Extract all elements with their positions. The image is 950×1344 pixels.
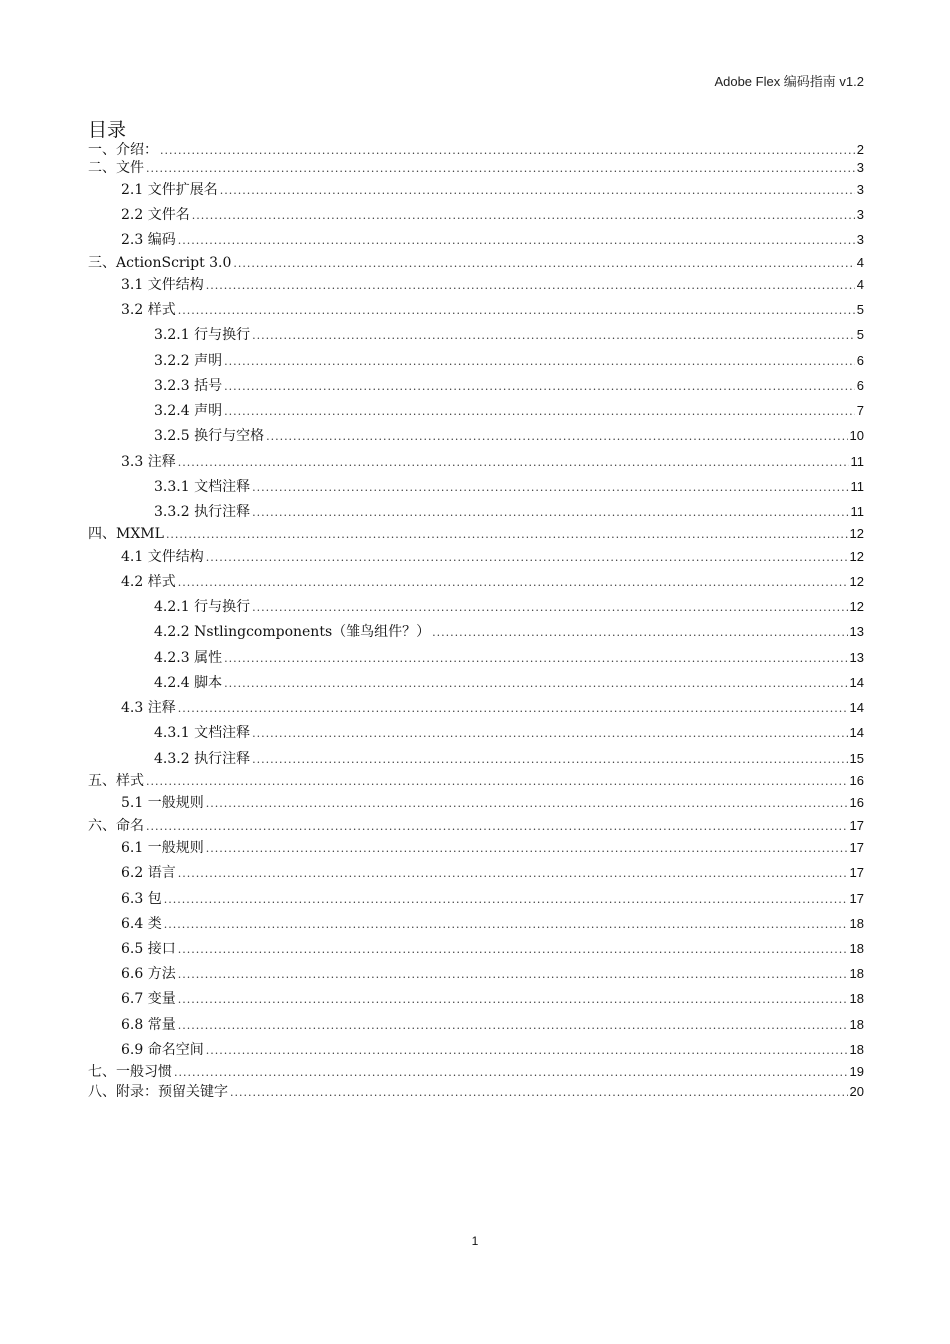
toc-entry-page: 19 (849, 1064, 864, 1079)
toc-leader-dots (178, 455, 849, 471)
toc-leader-dots (252, 328, 855, 344)
toc-entry-page: 15 (849, 751, 864, 766)
toc-entry[interactable] (88, 428, 864, 445)
toc-entry-label: 4.3.1 文档注释 (154, 725, 251, 741)
toc-entry[interactable] (88, 865, 864, 882)
toc-entry-label: 3.2.5 换行与空格 (154, 428, 265, 444)
toc-leader-dots (224, 651, 847, 667)
toc-leader-dots (230, 1085, 848, 1101)
toc-entry-label: 5.1 一般规则 (121, 795, 204, 811)
toc-entry-page: 3 (856, 182, 864, 197)
toc-leader-dots (206, 841, 848, 857)
toc-entry-label: 6.5 接口 (121, 941, 176, 957)
toc-entry-page: 10 (849, 428, 864, 443)
toc-entry[interactable] (88, 403, 864, 420)
toc-entry[interactable] (88, 504, 864, 521)
toc-leader-dots (178, 992, 848, 1008)
toc-entry-page: 3 (856, 232, 864, 247)
toc-entry[interactable] (88, 454, 864, 471)
toc-entry-label: 2.1 文件扩展名 (121, 182, 218, 198)
toc-leader-dots (164, 892, 848, 908)
toc-entry-page: 4 (856, 277, 864, 292)
toc-leader-dots (224, 676, 847, 692)
toc-entry-label: 3.2.3 括号 (154, 378, 223, 394)
toc-entry[interactable] (88, 232, 864, 249)
toc-entry[interactable] (88, 479, 864, 496)
toc-entry-page: 17 (849, 891, 864, 906)
toc-entry-page: 6 (856, 353, 864, 368)
toc-entry-page: 5 (856, 327, 864, 342)
toc-entry-page: 16 (849, 773, 864, 788)
toc-entry[interactable] (88, 142, 864, 159)
toc-leader-dots (178, 967, 848, 983)
toc-entry-label: 3.3 注释 (121, 454, 176, 470)
toc-leader-dots (166, 527, 848, 543)
toc-leader-dots (160, 143, 855, 159)
toc-entry-label: 6.1 一般规则 (121, 840, 204, 856)
toc-entry-page: 11 (850, 504, 864, 519)
toc-entry-label: 4.1 文件结构 (121, 549, 204, 565)
toc-leader-dots (178, 701, 848, 717)
toc-entry-page: 18 (849, 916, 864, 931)
toc-entry-label: 二、文件 (88, 160, 144, 176)
toc-entry-page: 3 (856, 160, 864, 175)
toc-leader-dots (224, 404, 855, 420)
toc-entry-label: 八、附录：预留关键字 (88, 1084, 228, 1100)
toc-entry-page: 14 (849, 675, 864, 690)
toc-entry-label: 六、命名 (88, 818, 144, 834)
toc-entry-label: 4.2.1 行与换行 (154, 599, 251, 615)
toc-entry-label: 6.9 命名空间 (121, 1042, 204, 1058)
toc-leader-dots (206, 550, 848, 566)
toc-leader-dots (164, 917, 848, 933)
toc-leader-dots (178, 303, 855, 319)
toc-entry-page: 12 (849, 526, 864, 541)
toc-leader-dots (206, 278, 855, 294)
toc-entry-label: 6.7 变量 (121, 991, 176, 1007)
toc-entry[interactable] (88, 599, 864, 616)
toc-entry-label: 三、ActionScript 3.0 (88, 255, 232, 271)
toc-entry-label: 4.2.3 属性 (154, 650, 223, 666)
toc-entry[interactable] (88, 773, 864, 790)
toc-entry[interactable] (88, 941, 864, 958)
toc-entry[interactable] (88, 751, 864, 768)
toc-leader-dots (146, 819, 848, 835)
toc-entry-page: 4 (856, 255, 864, 270)
toc-entry-page: 18 (849, 941, 864, 956)
page-number: 1 (471, 1234, 479, 1248)
toc-entry[interactable] (88, 650, 864, 667)
toc-leader-dots (224, 354, 855, 370)
toc-entry[interactable] (88, 353, 864, 370)
page-header: Adobe Flex 编码指南 v1.2 (714, 74, 864, 89)
toc-entry-page: 17 (849, 818, 864, 833)
toc-entry[interactable] (88, 302, 864, 319)
toc-entry-label: 6.8 常量 (121, 1017, 176, 1033)
toc-entry[interactable] (88, 160, 864, 177)
toc-entry-label: 一、介绍： (88, 142, 158, 158)
toc-entry-label: 3.2.2 声明 (154, 353, 223, 369)
toc-entry-label: 6.2 语言 (121, 865, 176, 881)
toc-entry-page: 13 (849, 650, 864, 665)
toc-entry[interactable] (88, 378, 864, 395)
toc-entry-page: 2 (856, 142, 864, 157)
toc-entry[interactable] (88, 526, 864, 543)
toc-entry-label: 6.4 类 (121, 916, 162, 932)
toc-entry-page: 17 (849, 865, 864, 880)
toc-entry[interactable] (88, 624, 864, 641)
toc-entry-label: 3.2.4 声明 (154, 403, 223, 419)
toc-entry-label: 4.3.2 执行注释 (154, 751, 251, 767)
toc-leader-dots (252, 505, 848, 521)
toc-entry-label: 6.3 包 (121, 891, 162, 907)
toc-entry-page: 18 (849, 991, 864, 1006)
toc-leader-dots (192, 208, 855, 224)
toc-entry-page: 12 (849, 574, 864, 589)
toc-entry-page: 3 (856, 207, 864, 222)
toc-entry-label: 四、MXML (88, 526, 164, 542)
toc-entry[interactable] (88, 818, 864, 835)
toc-leader-dots (146, 161, 855, 177)
toc-entry-label: 3.2 样式 (121, 302, 176, 318)
toc-entry[interactable] (88, 327, 864, 344)
toc-entry-page: 5 (856, 302, 864, 317)
toc-entry[interactable] (88, 991, 864, 1008)
toc-entry-page: 12 (849, 549, 864, 564)
toc-entry-label: 3.3.2 执行注释 (154, 504, 251, 520)
toc-entry-label: 3.2.1 行与换行 (154, 327, 251, 343)
toc-leader-dots (178, 942, 848, 958)
toc-leader-dots (178, 866, 848, 882)
toc-entry-label: 6.6 方法 (121, 966, 176, 982)
toc-leader-dots (252, 752, 847, 768)
toc-entry[interactable] (88, 574, 864, 591)
toc-entry-page: 11 (850, 479, 864, 494)
toc-entry[interactable] (88, 891, 864, 908)
toc-entry-page: 16 (849, 795, 864, 810)
toc-entry[interactable] (88, 700, 864, 717)
toc-entry-label: 3.3.1 文档注释 (154, 479, 251, 495)
toc-entry-page: 18 (849, 966, 864, 981)
toc-entry[interactable] (88, 1042, 864, 1059)
toc-entry-label: 2.2 文件名 (121, 207, 190, 223)
toc-entry[interactable] (88, 916, 864, 933)
toc-entry-page: 14 (849, 700, 864, 715)
toc-leader-dots (178, 233, 855, 249)
toc-leader-dots (174, 1065, 848, 1081)
toc-entry-label: 4.3 注释 (121, 700, 176, 716)
toc-entry-page: 7 (856, 403, 864, 418)
toc-entry-label: 3.1 文件结构 (121, 277, 204, 293)
toc-leader-dots (432, 625, 847, 641)
toc-entry-page: 13 (849, 624, 864, 639)
toc-leader-dots (178, 1018, 848, 1034)
toc-entry[interactable] (88, 182, 864, 199)
toc-entry-label: 4.2.4 脚本 (154, 675, 223, 691)
toc-entry-page: 18 (849, 1042, 864, 1057)
toc-leader-dots (266, 429, 847, 445)
toc-title: 目录 (88, 119, 127, 141)
toc-leader-dots (220, 183, 855, 199)
toc-entry[interactable] (88, 725, 864, 742)
toc-entry[interactable] (88, 255, 864, 272)
toc-entry-page: 11 (850, 454, 864, 469)
toc-entry[interactable] (88, 966, 864, 983)
toc-leader-dots (206, 1043, 848, 1059)
toc-entry-page: 20 (849, 1084, 864, 1099)
toc-leader-dots (252, 600, 847, 616)
toc-leader-dots (146, 774, 848, 790)
toc-entry-page: 14 (849, 725, 864, 740)
toc-entry[interactable] (88, 675, 864, 692)
toc-leader-dots (206, 796, 848, 812)
toc-entry-label: 4.2.2 Nstlingcomponents（雏鸟组件？） (154, 624, 431, 640)
toc-leader-dots (224, 379, 855, 395)
toc-entry[interactable] (88, 795, 864, 812)
toc-entry-label: 4.2 样式 (121, 574, 176, 590)
toc-leader-dots (252, 480, 848, 496)
toc-leader-dots (233, 256, 854, 272)
toc-leader-dots (252, 726, 847, 742)
toc-entry[interactable] (88, 1017, 864, 1034)
toc-entry[interactable] (88, 1064, 864, 1081)
toc-entry-label: 七、一般习惯 (88, 1064, 172, 1080)
toc-entry[interactable] (88, 840, 864, 857)
toc-entry-page: 17 (849, 840, 864, 855)
toc-entry-label: 五、样式 (88, 773, 144, 789)
toc-entry-page: 6 (856, 378, 864, 393)
toc-entry[interactable] (88, 549, 864, 566)
toc-entry-page: 12 (849, 599, 864, 614)
toc-entry[interactable] (88, 277, 864, 294)
toc-leader-dots (178, 575, 848, 591)
toc-entry[interactable] (88, 207, 864, 224)
toc-entry-label: 2.3 编码 (121, 232, 176, 248)
toc-entry[interactable] (88, 1084, 864, 1101)
toc-entry-page: 18 (849, 1017, 864, 1032)
